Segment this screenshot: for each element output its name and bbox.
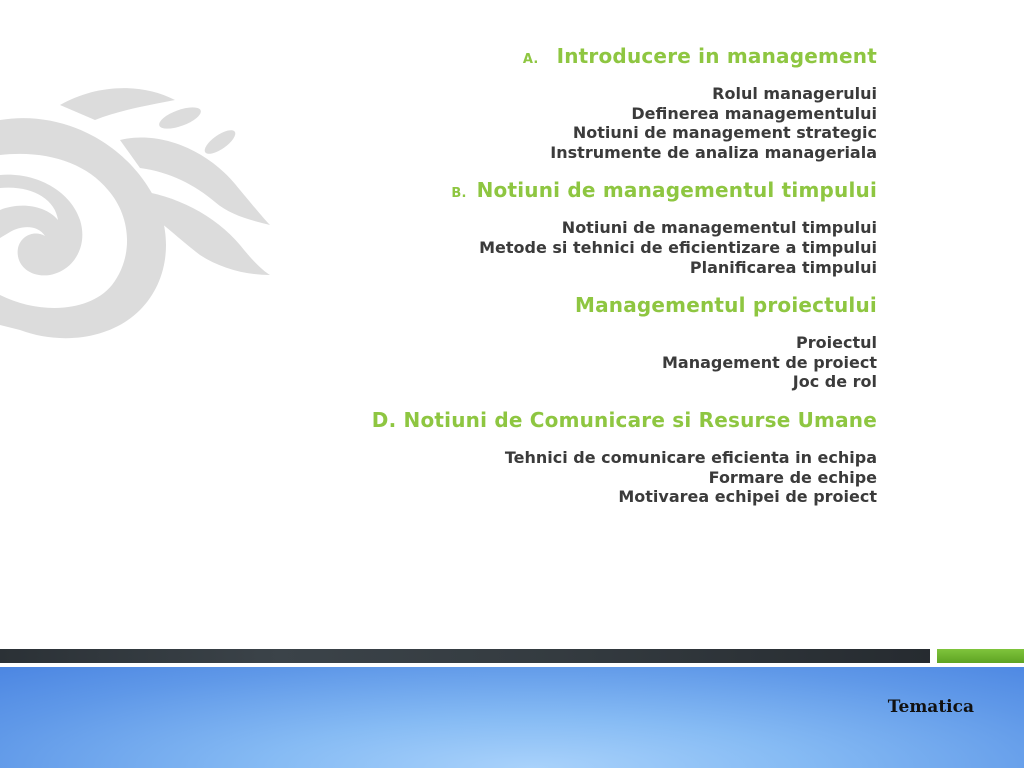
section-title: Introducere in management	[556, 44, 877, 68]
slide-title: Tematica	[887, 697, 974, 717]
list-item: Motivarea echipei de proiect	[618, 487, 877, 507]
section-letter: A.	[522, 52, 539, 67]
list-item: Definerea managementului	[631, 103, 877, 123]
list-item: Planificarea timpului	[689, 257, 877, 277]
section-title: Managementul proiectului	[574, 293, 877, 318]
list-item: Notiuni de management strategic	[572, 123, 877, 143]
footer-band	[0, 667, 1024, 768]
divider-bar-dark	[0, 649, 930, 663]
list-item: Tehnici de comunicare eficienta in echipa	[504, 447, 877, 467]
section-heading	[157, 406, 877, 434]
section-letter: B.	[451, 186, 467, 202]
list-item: Rolul managerului	[712, 84, 877, 103]
section-b	[157, 176, 877, 277]
section-a	[157, 42, 877, 162]
section-d	[157, 406, 877, 507]
list-item: Metode si tehnici de eficientizare a timpului	[479, 237, 877, 257]
list-item: Joc de rol	[792, 372, 877, 392]
list-item: Instrumente de analiza manageriala	[550, 142, 877, 162]
section-title: D. Notiuni de Comunicare si Resurse Umane	[371, 407, 877, 432]
divider-bar-accent	[937, 649, 1024, 663]
list-item: Notiuni de managementul timpului	[561, 218, 877, 238]
list-item: Proiectul	[796, 333, 877, 353]
section-heading	[157, 291, 877, 319]
list-item: Formare de echipe	[708, 467, 877, 487]
section-c	[157, 291, 877, 392]
list-item: Management de proiect	[661, 352, 877, 372]
section-heading	[157, 176, 877, 204]
section-heading	[157, 42, 877, 70]
section-title: Notiuni de managementul timpului	[476, 178, 877, 203]
topics-outline	[157, 42, 877, 521]
